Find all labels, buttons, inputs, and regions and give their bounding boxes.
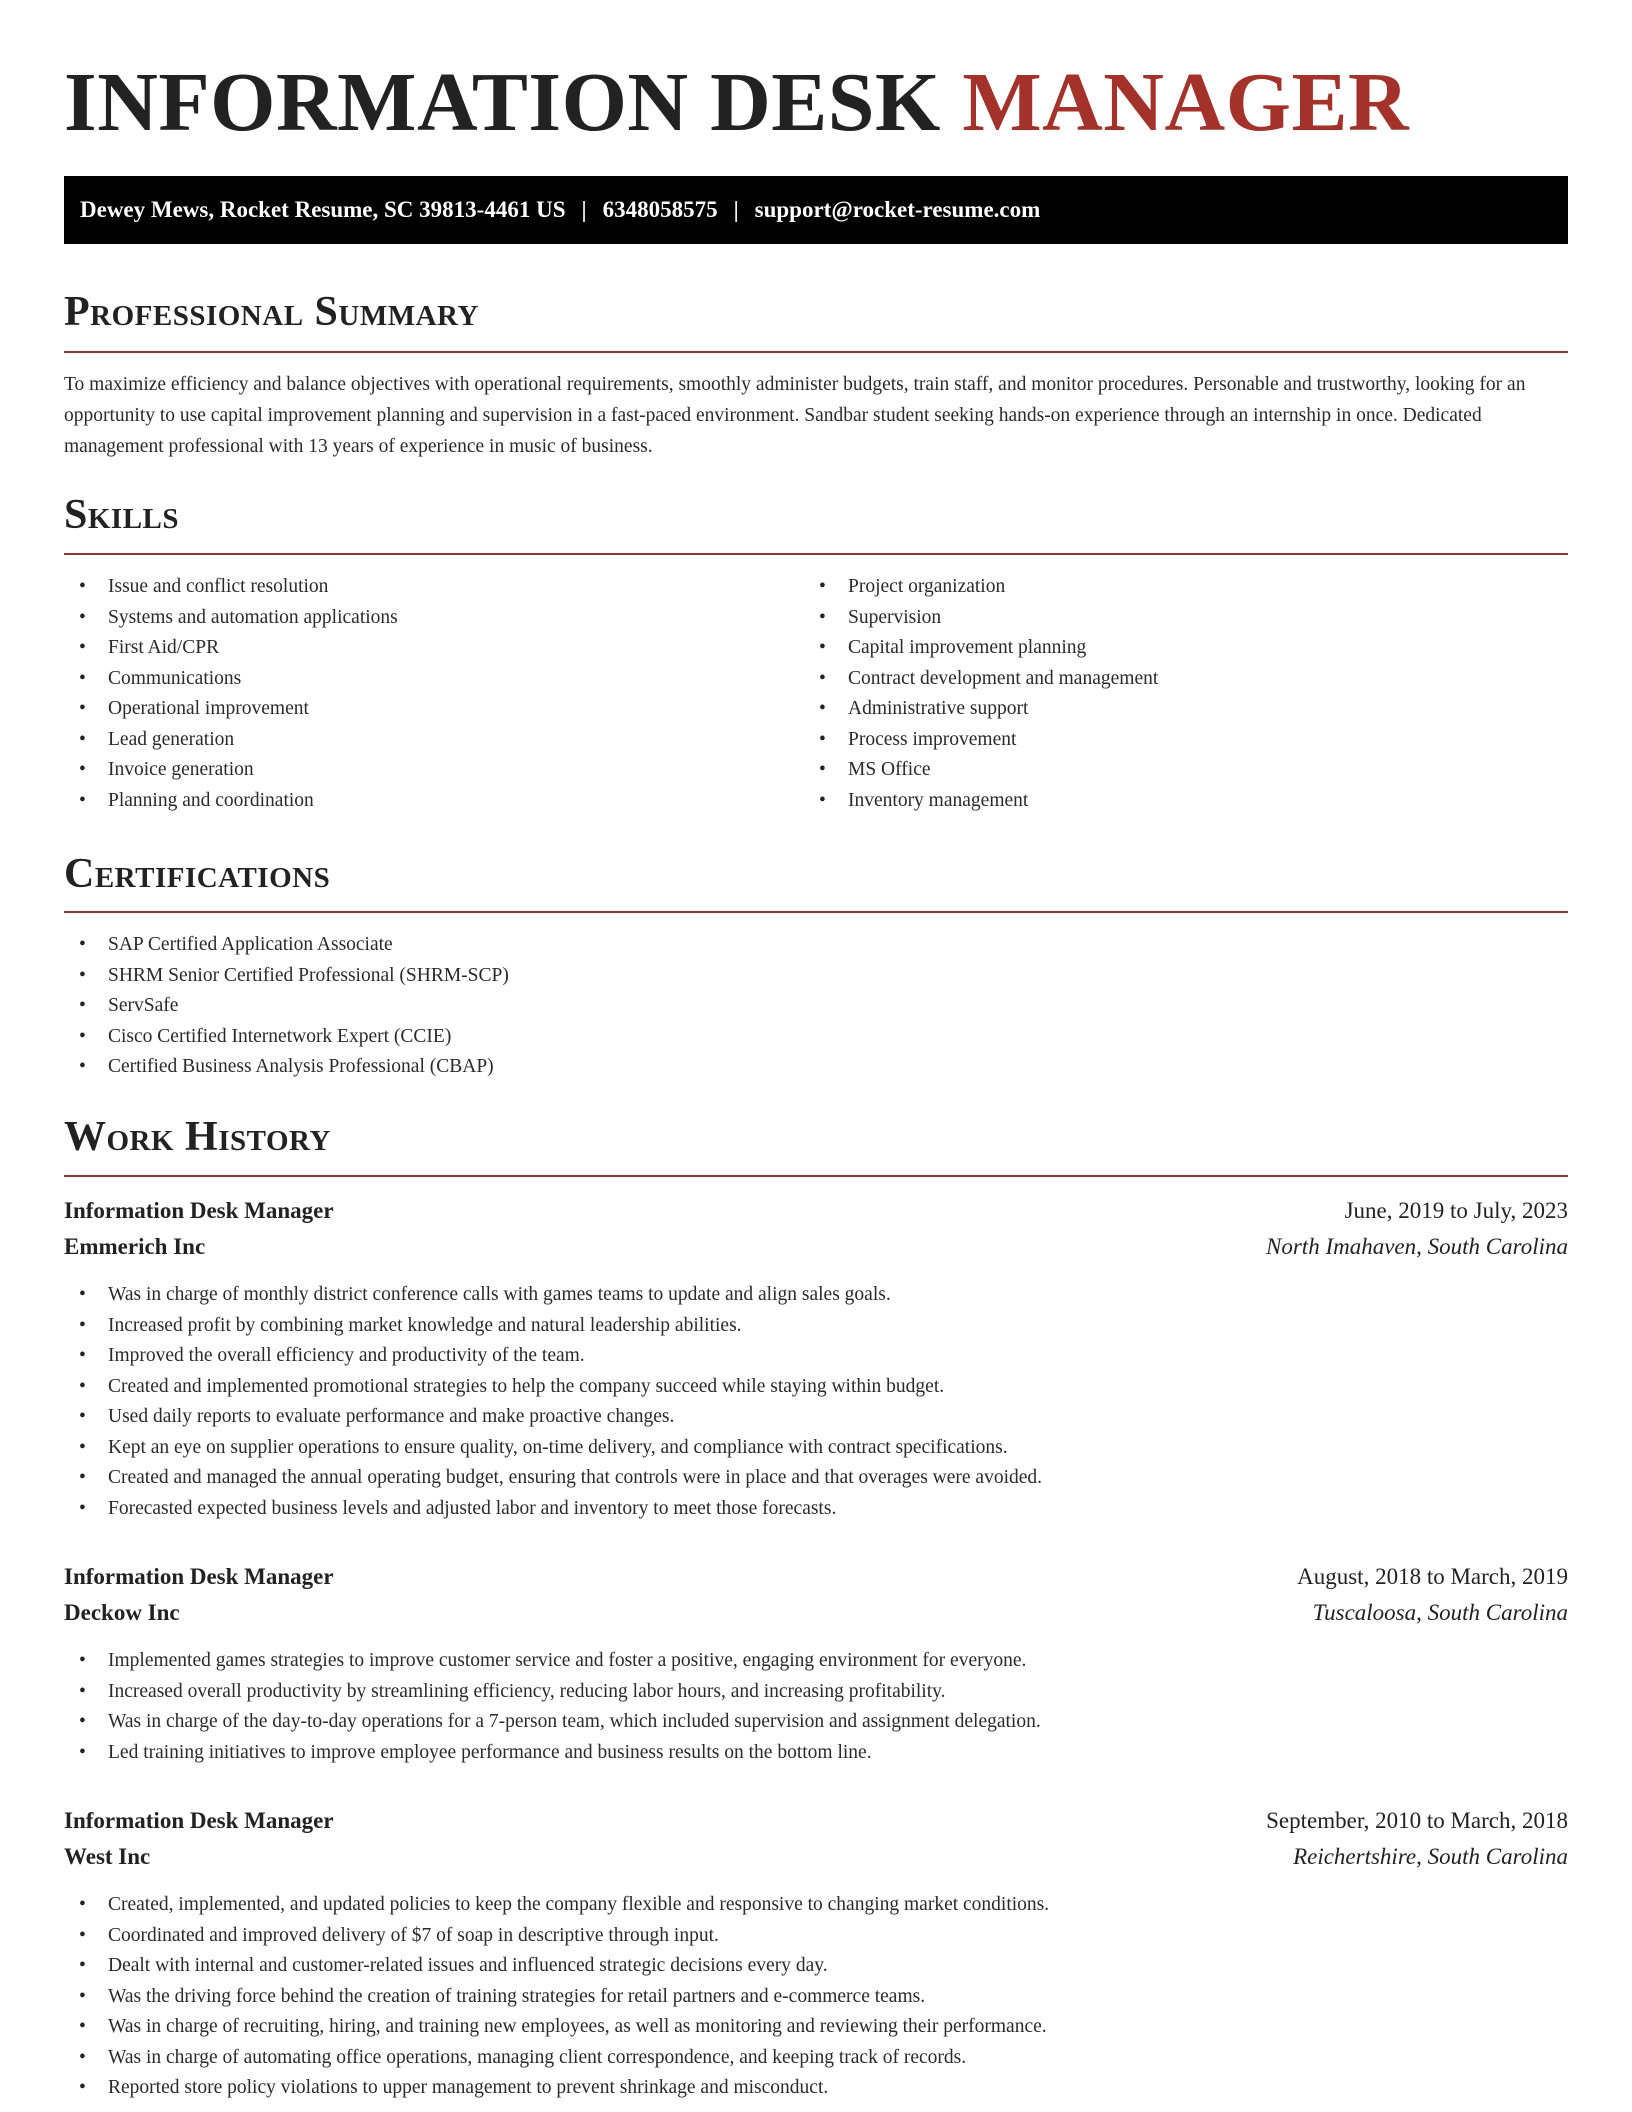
job-bullet-item: • Was the driving force behind the creation of training strategies for retail partners and e-commerce teams. bbox=[64, 1982, 1049, 2013]
job-bullet-item: • Forecasted expected business levels and adjusted labor and inventory to meet those forecasts. bbox=[64, 1494, 1042, 1525]
certifications-list bbox=[64, 930, 509, 1083]
job-bullet-item: • Created, implemented, and updated policies to keep the company flexible and responsive to changing market conditions. bbox=[64, 1890, 1049, 1921]
job-bullet-item: • Improved the overall efficiency and productivity of the team. bbox=[64, 1341, 1042, 1372]
skill-item: • Contract development and management bbox=[804, 664, 1158, 695]
skill-item: • Project organization bbox=[804, 572, 1158, 603]
job-bullet-list bbox=[64, 1280, 1042, 1524]
job-title: Information Desk Manager bbox=[64, 1564, 334, 1589]
job-bullet-item: • Increased overall productivity by streamlining efficiency, reducing labor hours, and increasing profitability. bbox=[64, 1677, 1041, 1708]
skill-item: • Lead generation bbox=[64, 725, 398, 756]
skill-item: • Capital improvement planning bbox=[804, 633, 1158, 664]
section-divider bbox=[64, 553, 1568, 555]
contact-bar bbox=[64, 176, 1568, 244]
page-title bbox=[64, 58, 1409, 148]
job-bullet-list bbox=[64, 1646, 1041, 1768]
job-company-row bbox=[64, 1840, 1568, 1874]
section-summary bbox=[64, 287, 1568, 337]
job-bullet-item: • Was in charge of automating office operations, managing client correspondence, and keeping track of records. bbox=[64, 2043, 1049, 2074]
job-header-row bbox=[64, 1194, 1568, 1228]
job-company-row bbox=[64, 1596, 1568, 1630]
skill-item: • Process improvement bbox=[804, 725, 1158, 756]
skills-list-right bbox=[804, 572, 1158, 816]
job-header-row bbox=[64, 1560, 1568, 1594]
skill-item: • Operational improvement bbox=[64, 694, 398, 725]
certification-item: • ServSafe bbox=[64, 991, 509, 1022]
title-accent: MANAGER bbox=[962, 56, 1410, 149]
section-certifications bbox=[64, 849, 1568, 899]
job-bullet-item: • Created and managed the annual operating budget, ensuring that controls were in place and that overages were avoided. bbox=[64, 1463, 1042, 1494]
contact-separator: | bbox=[581, 197, 587, 222]
section-heading: Professional Summary bbox=[64, 289, 479, 335]
job-company: Emmerich Inc bbox=[64, 1234, 206, 1259]
job-bullet-item: • Was in charge of the day-to-day operations for a 7-person team, which included supervision and assignment delegation. bbox=[64, 1707, 1041, 1738]
job-dates: June, 2019 to July, 2023 bbox=[1344, 1198, 1568, 1223]
section-heading: Skills bbox=[64, 492, 180, 538]
job-company: West Inc bbox=[64, 1844, 151, 1869]
certification-item: • SHRM Senior Certified Professional (SHRM-SCP) bbox=[64, 961, 509, 992]
contact-address: Dewey Mews, Rocket Resume, SC 39813-4461 US bbox=[80, 197, 566, 222]
skill-item: • Planning and coordination bbox=[64, 786, 398, 817]
job-location: Reichertshire, South Carolina bbox=[1293, 1844, 1568, 1869]
job-bullet-item: • Increased profit by combining market knowledge and natural leadership abilities. bbox=[64, 1311, 1042, 1342]
certification-item: • SAP Certified Application Associate bbox=[64, 930, 509, 961]
job-title: Information Desk Manager bbox=[64, 1198, 334, 1223]
section-work-history bbox=[64, 1112, 1568, 1162]
job-bullet-item: • Reported store policy violations to upper management to prevent shrinkage and misconduct. bbox=[64, 2073, 1049, 2104]
job-dates: September, 2010 to March, 2018 bbox=[1266, 1808, 1568, 1833]
skill-item: • Systems and automation applications bbox=[64, 603, 398, 634]
skill-item: • First Aid/CPR bbox=[64, 633, 398, 664]
section-skills bbox=[64, 490, 1568, 540]
job-bullet-item: • Created and implemented promotional strategies to help the company succeed while staying within budget. bbox=[64, 1372, 1042, 1403]
skill-item: • Communications bbox=[64, 664, 398, 695]
section-heading: Work History bbox=[64, 1114, 331, 1160]
job-company-row bbox=[64, 1230, 1568, 1264]
job-title: Information Desk Manager bbox=[64, 1808, 334, 1833]
skill-item: • Administrative support bbox=[804, 694, 1158, 725]
job-bullet-item: • Was in charge of monthly district conference calls with games teams to update and align sales goals. bbox=[64, 1280, 1042, 1311]
job-bullet-item: • Led training initiatives to improve employee performance and business results on the bottom line. bbox=[64, 1738, 1041, 1769]
section-divider bbox=[64, 351, 1568, 353]
contact-email[interactable]: support@rocket-resume.com bbox=[754, 197, 1041, 222]
title-main: INFORMATION DESK bbox=[64, 56, 941, 149]
job-bullet-item: • Was in charge of recruiting, hiring, and training new employees, as well as monitoring and reviewing their performance. bbox=[64, 2012, 1049, 2043]
job-bullet-list bbox=[64, 1890, 1049, 2104]
contact-phone[interactable]: 6348058575 bbox=[602, 197, 718, 222]
job-header-row bbox=[64, 1804, 1568, 1838]
job-bullet-item: • Dealt with internal and customer-related issues and influenced strategic decisions every day. bbox=[64, 1951, 1049, 1982]
skill-item: • Supervision bbox=[804, 603, 1158, 634]
skill-item: • Inventory management bbox=[804, 786, 1158, 817]
skills-list-left bbox=[64, 572, 398, 816]
job-bullet-item: • Used daily reports to evaluate performance and make proactive changes. bbox=[64, 1402, 1042, 1433]
job-bullet-item: • Implemented games strategies to improve customer service and foster a positive, engaging environment for everyone. bbox=[64, 1646, 1041, 1677]
job-bullet-item: • Kept an eye on supplier operations to ensure quality, on-time delivery, and compliance with contract specifications. bbox=[64, 1433, 1042, 1464]
section-divider bbox=[64, 1175, 1568, 1177]
contact-separator: | bbox=[733, 197, 739, 222]
summary-text: To maximize efficiency and balance objectives with operational requirements, smoothly administer budgets, train staff, and monitor procedures. Personable and trustworthy, looking for an opportunity to use capital improvement planning and supervision in a fast-paced environment. Sandbar student seeking hands-on experience through an internship in once. Dedicated management professional with 13 years of experience in music of business. bbox=[64, 374, 1526, 457]
section-heading: Certifications bbox=[64, 851, 331, 897]
job-bullet-item: • Coordinated and improved delivery of $7 of soap in descriptive through input. bbox=[64, 1921, 1049, 1952]
section-divider bbox=[64, 911, 1568, 913]
job-location: North Imahaven, South Carolina bbox=[1266, 1234, 1568, 1259]
certification-item: • Certified Business Analysis Professional (CBAP) bbox=[64, 1052, 509, 1083]
skill-item: • Invoice generation bbox=[64, 755, 398, 786]
job-company: Deckow Inc bbox=[64, 1600, 180, 1625]
skill-item: • MS Office bbox=[804, 755, 1158, 786]
job-location: Tuscaloosa, South Carolina bbox=[1312, 1600, 1568, 1625]
skill-item: • Issue and conflict resolution bbox=[64, 572, 398, 603]
job-dates: August, 2018 to March, 2019 bbox=[1297, 1564, 1568, 1589]
certification-item: • Cisco Certified Internetwork Expert (CCIE) bbox=[64, 1022, 509, 1053]
